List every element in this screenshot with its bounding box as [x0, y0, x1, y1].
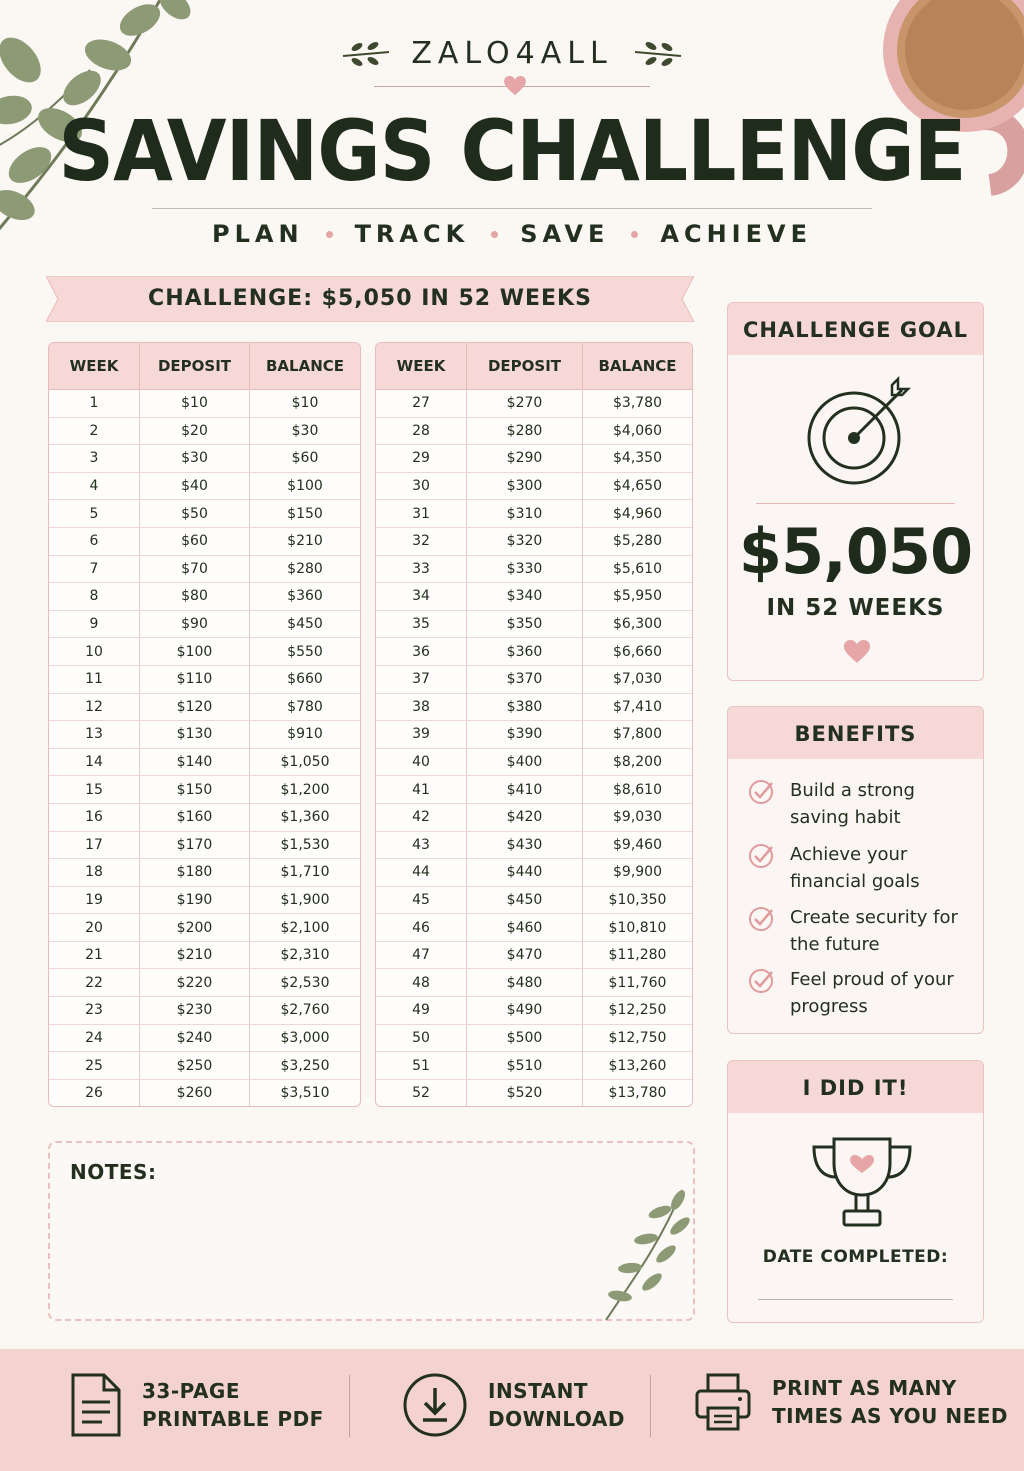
footer-pdf-line1: 33-PAGE [142, 1379, 241, 1403]
cell-week: 9 [49, 610, 140, 638]
cell-balance: $8,200 [583, 748, 693, 776]
cell-week: 39 [376, 721, 467, 749]
table-row [376, 721, 692, 749]
cell-week: 50 [376, 1024, 467, 1052]
cell-balance: $210 [250, 527, 361, 555]
cell-balance: $4,350 [583, 445, 693, 473]
benefit-text: Feel proud of your progress [790, 969, 954, 1017]
footer-item-pdf [70, 1372, 324, 1438]
challenge-goal-card [727, 302, 984, 681]
benefit-item [748, 841, 960, 895]
table-row [376, 914, 692, 942]
cell-week: 48 [376, 969, 467, 997]
cell-deposit: $150 [140, 776, 250, 804]
footer-divider [349, 1375, 350, 1437]
cell-balance: $2,760 [250, 997, 361, 1025]
cell-deposit: $110 [140, 665, 250, 693]
table-row [376, 776, 692, 804]
cell-balance: $1,050 [250, 748, 361, 776]
heart-icon [843, 640, 871, 664]
table-row [49, 417, 360, 445]
table-row [49, 390, 360, 418]
cell-deposit: $410 [467, 776, 583, 804]
leaf-sprig-icon [633, 38, 683, 68]
table-row [49, 665, 360, 693]
cell-week: 40 [376, 748, 467, 776]
page-title: SAVINGS CHALLENGE [58, 102, 966, 200]
table-row [49, 859, 360, 887]
cell-balance: $1,530 [250, 831, 361, 859]
cell-balance: $910 [250, 721, 361, 749]
table-row [376, 527, 692, 555]
goal-divider [756, 503, 955, 504]
cell-balance: $1,710 [250, 859, 361, 887]
cell-deposit: $500 [467, 1024, 583, 1052]
table-row [49, 1024, 360, 1052]
cell-week: 47 [376, 941, 467, 969]
cell-balance: $8,610 [583, 776, 693, 804]
cell-balance: $3,000 [250, 1024, 361, 1052]
cell-week: 38 [376, 693, 467, 721]
column-header-deposit: DEPOSIT [467, 343, 583, 390]
cell-deposit: $290 [467, 445, 583, 473]
table-row [376, 1079, 692, 1106]
cell-week: 3 [49, 445, 140, 473]
cell-deposit: $350 [467, 610, 583, 638]
table-row [49, 1052, 360, 1080]
table-row [376, 445, 692, 473]
download-icon [402, 1372, 468, 1438]
cell-balance: $4,650 [583, 472, 693, 500]
cell-week: 13 [49, 721, 140, 749]
table-row [376, 859, 692, 887]
cell-balance: $3,780 [583, 390, 693, 418]
cell-balance: $1,900 [250, 886, 361, 914]
table-row [376, 886, 692, 914]
table-row [376, 941, 692, 969]
cell-deposit: $260 [140, 1079, 250, 1106]
completion-card-title: I DID IT! [728, 1061, 983, 1113]
cell-balance: $7,410 [583, 693, 693, 721]
cell-week: 25 [49, 1052, 140, 1080]
table-row [49, 610, 360, 638]
cell-balance: $9,460 [583, 831, 693, 859]
cell-deposit: $330 [467, 555, 583, 583]
tagline-dot [326, 231, 333, 238]
tagline-save: SAVE [520, 220, 610, 248]
brand-row [0, 28, 1024, 78]
tagline-dot [491, 231, 498, 238]
cell-week: 4 [49, 472, 140, 500]
table-row [376, 1052, 692, 1080]
cell-deposit: $90 [140, 610, 250, 638]
tagline-track: TRACK [354, 220, 470, 248]
cell-balance: $10 [250, 390, 361, 418]
cell-week: 34 [376, 583, 467, 611]
date-completed-label: DATE COMPLETED: [762, 1247, 949, 1267]
target-icon [806, 375, 916, 485]
cell-week: 10 [49, 638, 140, 666]
cell-week: 2 [49, 417, 140, 445]
tagline-dot [631, 231, 638, 238]
benefits-card-title: BENEFITS [728, 707, 983, 759]
cell-deposit: $450 [467, 886, 583, 914]
table-row [376, 638, 692, 666]
notes-label: NOTES: [70, 1160, 157, 1184]
cell-balance: $7,030 [583, 665, 693, 693]
cell-deposit: $370 [467, 665, 583, 693]
check-circle-icon [748, 904, 776, 932]
cell-week: 33 [376, 555, 467, 583]
cell-deposit: $420 [467, 803, 583, 831]
cell-balance: $9,030 [583, 803, 693, 831]
table-row [376, 693, 692, 721]
cell-week: 30 [376, 472, 467, 500]
cell-deposit: $310 [467, 500, 583, 528]
cell-balance: $11,280 [583, 941, 693, 969]
cell-balance: $30 [250, 417, 361, 445]
cell-week: 36 [376, 638, 467, 666]
cell-week: 42 [376, 803, 467, 831]
benefits-card [727, 706, 984, 1034]
cell-balance: $10,810 [583, 914, 693, 942]
cell-deposit: $30 [140, 445, 250, 473]
cell-deposit: $470 [467, 941, 583, 969]
cell-deposit: $510 [467, 1052, 583, 1080]
cell-deposit: $360 [467, 638, 583, 666]
cell-week: 22 [49, 969, 140, 997]
check-circle-icon [748, 966, 776, 994]
cell-week: 32 [376, 527, 467, 555]
cell-week: 16 [49, 803, 140, 831]
printer-icon [694, 1372, 752, 1432]
goal-amount: $5,050 [738, 515, 973, 588]
table-row [49, 638, 360, 666]
cell-balance: $12,750 [583, 1024, 693, 1052]
table-row [49, 969, 360, 997]
cell-week: 6 [49, 527, 140, 555]
table-row [49, 500, 360, 528]
cell-deposit: $250 [140, 1052, 250, 1080]
table-row [376, 417, 692, 445]
cell-week: 7 [49, 555, 140, 583]
table-row [49, 776, 360, 804]
cell-deposit: $300 [467, 472, 583, 500]
cell-deposit: $200 [140, 914, 250, 942]
cell-balance: $1,200 [250, 776, 361, 804]
cell-deposit: $340 [467, 583, 583, 611]
table-row [49, 555, 360, 583]
table-row [376, 390, 692, 418]
cell-balance: $2,530 [250, 969, 361, 997]
cell-deposit: $390 [467, 721, 583, 749]
table-row [49, 472, 360, 500]
cell-deposit: $270 [467, 390, 583, 418]
cell-week: 29 [376, 445, 467, 473]
cell-deposit: $10 [140, 390, 250, 418]
column-header-deposit: DEPOSIT [140, 343, 250, 390]
cell-deposit: $70 [140, 555, 250, 583]
cell-deposit: $240 [140, 1024, 250, 1052]
table-row [376, 831, 692, 859]
table-row [49, 721, 360, 749]
footer-download-line1: INSTANT [488, 1379, 589, 1403]
tagline-plan: PLAN [212, 220, 304, 248]
cell-balance: $4,060 [583, 417, 693, 445]
cell-deposit: $50 [140, 500, 250, 528]
footer-item-download [402, 1372, 625, 1438]
cell-week: 23 [49, 997, 140, 1025]
cell-balance: $150 [250, 500, 361, 528]
table-row [49, 914, 360, 942]
cell-balance: $5,280 [583, 527, 693, 555]
cell-deposit: $190 [140, 886, 250, 914]
cell-deposit: $170 [140, 831, 250, 859]
savings-table-weeks-1-26 [48, 342, 361, 1107]
benefit-item [748, 777, 960, 831]
cell-week: 15 [49, 776, 140, 804]
cell-deposit: $20 [140, 417, 250, 445]
column-header-balance: BALANCE [250, 343, 361, 390]
cell-balance: $550 [250, 638, 361, 666]
table-row [376, 610, 692, 638]
table-row [376, 472, 692, 500]
cell-week: 12 [49, 693, 140, 721]
cell-week: 1 [49, 390, 140, 418]
title-divider [152, 208, 872, 209]
table-row [49, 803, 360, 831]
table-row [49, 831, 360, 859]
table-row [49, 583, 360, 611]
cell-week: 19 [49, 886, 140, 914]
cell-balance: $2,100 [250, 914, 361, 942]
cell-balance: $1,360 [250, 803, 361, 831]
cell-week: 28 [376, 417, 467, 445]
goal-card-title: CHALLENGE GOAL [728, 303, 983, 355]
table-row [49, 748, 360, 776]
table-row [376, 997, 692, 1025]
cell-week: 21 [49, 941, 140, 969]
footer-print-line1: PRINT AS MANY [772, 1376, 957, 1400]
cell-week: 37 [376, 665, 467, 693]
cell-deposit: $130 [140, 721, 250, 749]
cell-balance: $100 [250, 472, 361, 500]
cell-balance: $3,250 [250, 1052, 361, 1080]
benefit-text: Build a strong saving habit [790, 780, 915, 828]
cell-week: 27 [376, 390, 467, 418]
cell-balance: $13,260 [583, 1052, 693, 1080]
benefit-text: Create security for the future [790, 907, 958, 955]
date-completed-line[interactable] [758, 1299, 953, 1300]
completion-card [727, 1060, 984, 1323]
footer-print-line2: TIMES AS YOU NEED [772, 1404, 1008, 1428]
cell-balance: $3,510 [280, 1085, 330, 1102]
cell-deposit: $180 [140, 859, 250, 887]
cell-week: 41 [376, 776, 467, 804]
tagline-achieve: ACHIEVE [660, 220, 812, 248]
cell-week: 52 [376, 1079, 467, 1106]
cell-week: 14 [49, 748, 140, 776]
cell-deposit: $40 [140, 472, 250, 500]
table-row [376, 583, 692, 611]
table-row [376, 500, 692, 528]
table-row [49, 997, 360, 1025]
cell-balance: $5,610 [583, 555, 693, 583]
cell-week: 51 [376, 1052, 467, 1080]
cell-deposit: $140 [140, 748, 250, 776]
heart-icon [504, 76, 526, 96]
trophy-icon [810, 1133, 914, 1229]
column-header-week: WEEK [49, 343, 140, 390]
cell-deposit: $120 [140, 693, 250, 721]
cell-deposit: $230 [140, 997, 250, 1025]
cell-week: 43 [376, 831, 467, 859]
benefit-item [748, 904, 960, 958]
cell-week: 46 [376, 914, 467, 942]
cell-balance: $280 [250, 555, 361, 583]
table-row [49, 693, 360, 721]
cell-deposit: $460 [467, 914, 583, 942]
cell-balance: $6,660 [583, 638, 693, 666]
cell-deposit: $490 [467, 997, 583, 1025]
document-icon [70, 1372, 122, 1438]
cell-week: 35 [376, 610, 467, 638]
cell-balance: $12,250 [583, 997, 693, 1025]
cell-deposit: $160 [140, 803, 250, 831]
savings-table-weeks-27-52 [375, 342, 693, 1107]
cell-balance: $7,800 [583, 721, 693, 749]
cell-balance: $2,310 [250, 941, 361, 969]
cell-deposit: $400 [467, 748, 583, 776]
cell-week: 31 [376, 500, 467, 528]
cell-balance: $10,350 [583, 886, 693, 914]
cell-balance: $11,760 [583, 969, 693, 997]
cell-deposit: $60 [140, 527, 250, 555]
table-row [376, 969, 692, 997]
cell-week: 18 [49, 859, 140, 887]
cell-week: 8 [49, 583, 140, 611]
cell-week: 26 [49, 1079, 140, 1106]
table-row [49, 886, 360, 914]
cell-week: 17 [49, 831, 140, 859]
check-circle-icon [748, 841, 776, 869]
column-header-week: WEEK [376, 343, 467, 390]
footer-pdf-line2: PRINTABLE PDF [142, 1407, 324, 1431]
cell-balance: $660 [250, 665, 361, 693]
cell-deposit: $280 [467, 417, 583, 445]
brand-name: ZALO4ALL [411, 35, 613, 71]
table-row [49, 527, 360, 555]
cell-deposit: $520 [467, 1079, 583, 1106]
cell-deposit: $210 [140, 941, 250, 969]
cell-deposit: $440 [467, 859, 583, 887]
table-row [376, 665, 692, 693]
cell-balance: $450 [250, 610, 361, 638]
cell-deposit: $320 [467, 527, 583, 555]
benefit-item [748, 966, 960, 1020]
check-circle-icon [748, 777, 776, 805]
footer-divider [650, 1375, 651, 1437]
benefit-text: Achieve your financial goals [790, 844, 920, 892]
cell-balance: $4,960 [583, 500, 693, 528]
cell-deposit: $220 [140, 969, 250, 997]
goal-duration: IN 52 WEEKS [766, 595, 945, 621]
tagline [0, 220, 1024, 248]
cell-balance: $5,950 [583, 583, 693, 611]
cell-week: 20 [49, 914, 140, 942]
footer-item-print [694, 1372, 1008, 1432]
cell-balance: $6,300 [583, 610, 693, 638]
cell-week: 49 [376, 997, 467, 1025]
cell-deposit: $430 [467, 831, 583, 859]
challenge-banner-text: CHALLENGE: $5,050 IN 52 WEEKS [148, 286, 592, 311]
cell-balance: $13,780 [608, 1085, 667, 1102]
table-row [49, 941, 360, 969]
cell-deposit: $380 [467, 693, 583, 721]
cell-balance: $60 [250, 445, 361, 473]
table-row [376, 803, 692, 831]
table-row [376, 748, 692, 776]
table-row [376, 555, 692, 583]
table-row [376, 1024, 692, 1052]
cell-week: 5 [49, 500, 140, 528]
column-header-balance: BALANCE [583, 343, 693, 390]
cell-week: 11 [49, 665, 140, 693]
cell-balance: $780 [250, 693, 361, 721]
cell-week: 24 [49, 1024, 140, 1052]
leaf-sprig-icon [341, 38, 391, 68]
table-row [49, 445, 360, 473]
cell-week: 44 [376, 859, 467, 887]
cell-week: 45 [376, 886, 467, 914]
cell-balance: $360 [250, 583, 361, 611]
leaf-branch-decoration [600, 1184, 690, 1324]
cell-deposit: $100 [140, 638, 250, 666]
cell-deposit: $80 [140, 583, 250, 611]
table-row [49, 1079, 360, 1106]
footer-download-line2: DOWNLOAD [488, 1407, 625, 1431]
cell-balance: $9,900 [583, 859, 693, 887]
cell-deposit: $480 [467, 969, 583, 997]
